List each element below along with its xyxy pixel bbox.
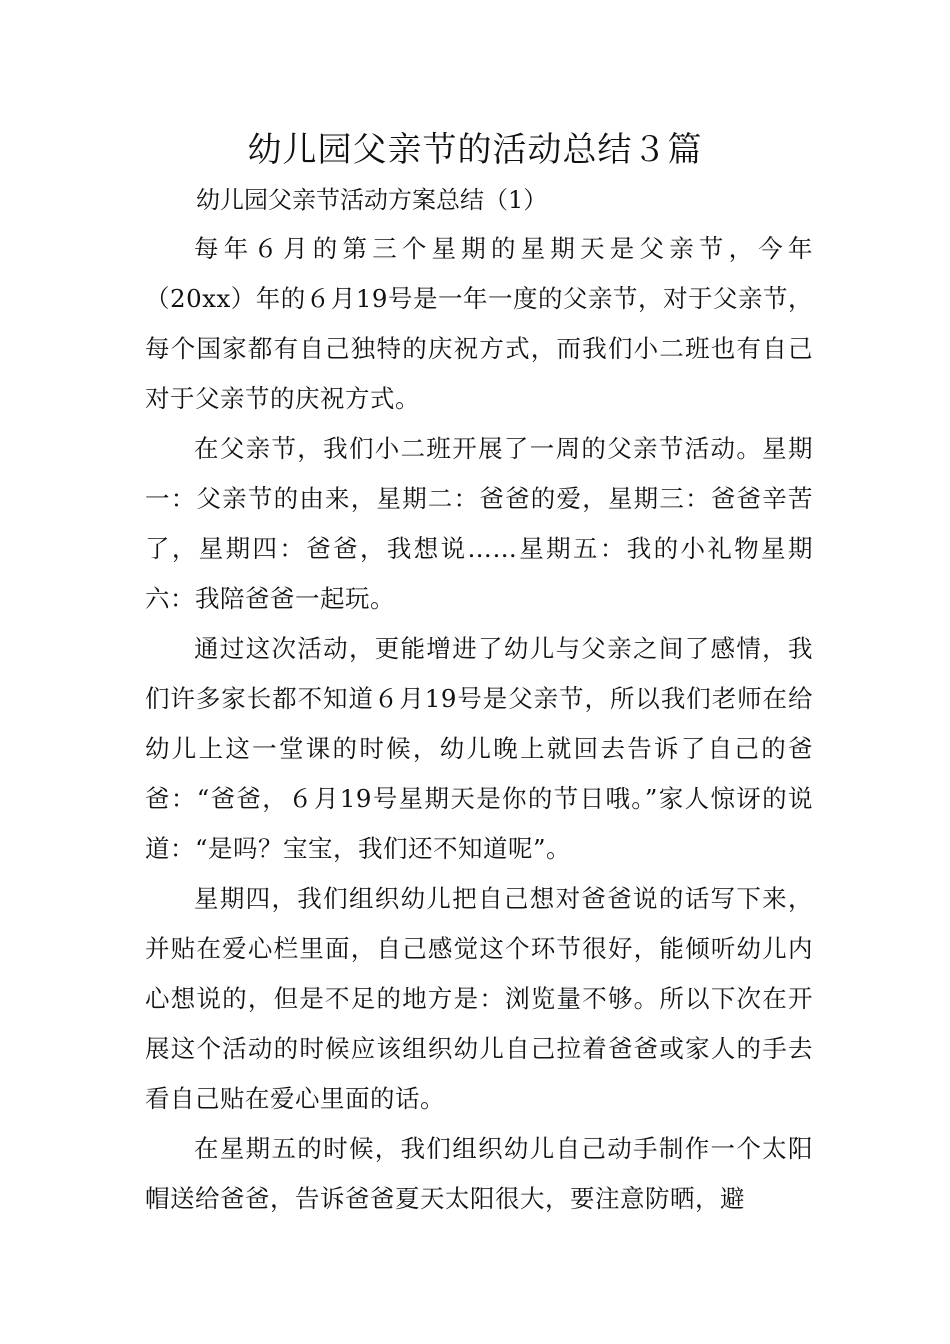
paragraph: 星期四，我们组织幼儿把自己想对爸爸说的话写下来，并贴在爱心栏里面，自己感觉这个环节很好，能倾听幼儿内心想说的，但是不足的地方是：浏览量不够。所以下次在开展这个活动的时候应该组织幼儿自己拉着爸爸或家人的手去看自己贴在爱心里面的话。 (145, 884, 813, 1113)
document-subtitle: 幼儿园父亲节活动方案总结（1） (196, 186, 548, 214)
paragraph: 通过这次活动，更能增进了幼儿与父亲之间了感情，我们许多家长都不知道６月19号是父亲节，所以我们老师在给幼儿上这一堂课的时候，幼儿晚上就回去告诉了自己的爸爸：“爸爸，６月19号星期天是你的节日哦。”家人惊讶的说道：“是吗？宝宝，我们还不知道呢”。 (145, 634, 813, 863)
document-title: 幼儿园父亲节的活动总结３篇 (247, 130, 703, 170)
paragraph: 每年６月的第三个星期的星期天是父亲节，今年（20xx）年的６月19号是一年一度的父亲节，对于父亲节，每个国家都有自己独特的庆祝方式，而我们小二班也有自己对于父亲节的庆祝方式。 (145, 234, 813, 413)
document-body (145, 224, 813, 1224)
paragraph: 在父亲节，我们小二班开展了一周的父亲节活动。星期一：父亲节的由来，星期二：爸爸的爱，星期三：爸爸辛苦了，星期四：爸爸，我想说……星期五：我的小礼物星期六：我陪爸爸一起玩。 (145, 434, 813, 613)
paragraph: 在星期五的时候，我们组织幼儿自己动手制作一个太阳帽送给爸爸，告诉爸爸夏天太阳很大，要注意防晒，避 (145, 1134, 813, 1213)
